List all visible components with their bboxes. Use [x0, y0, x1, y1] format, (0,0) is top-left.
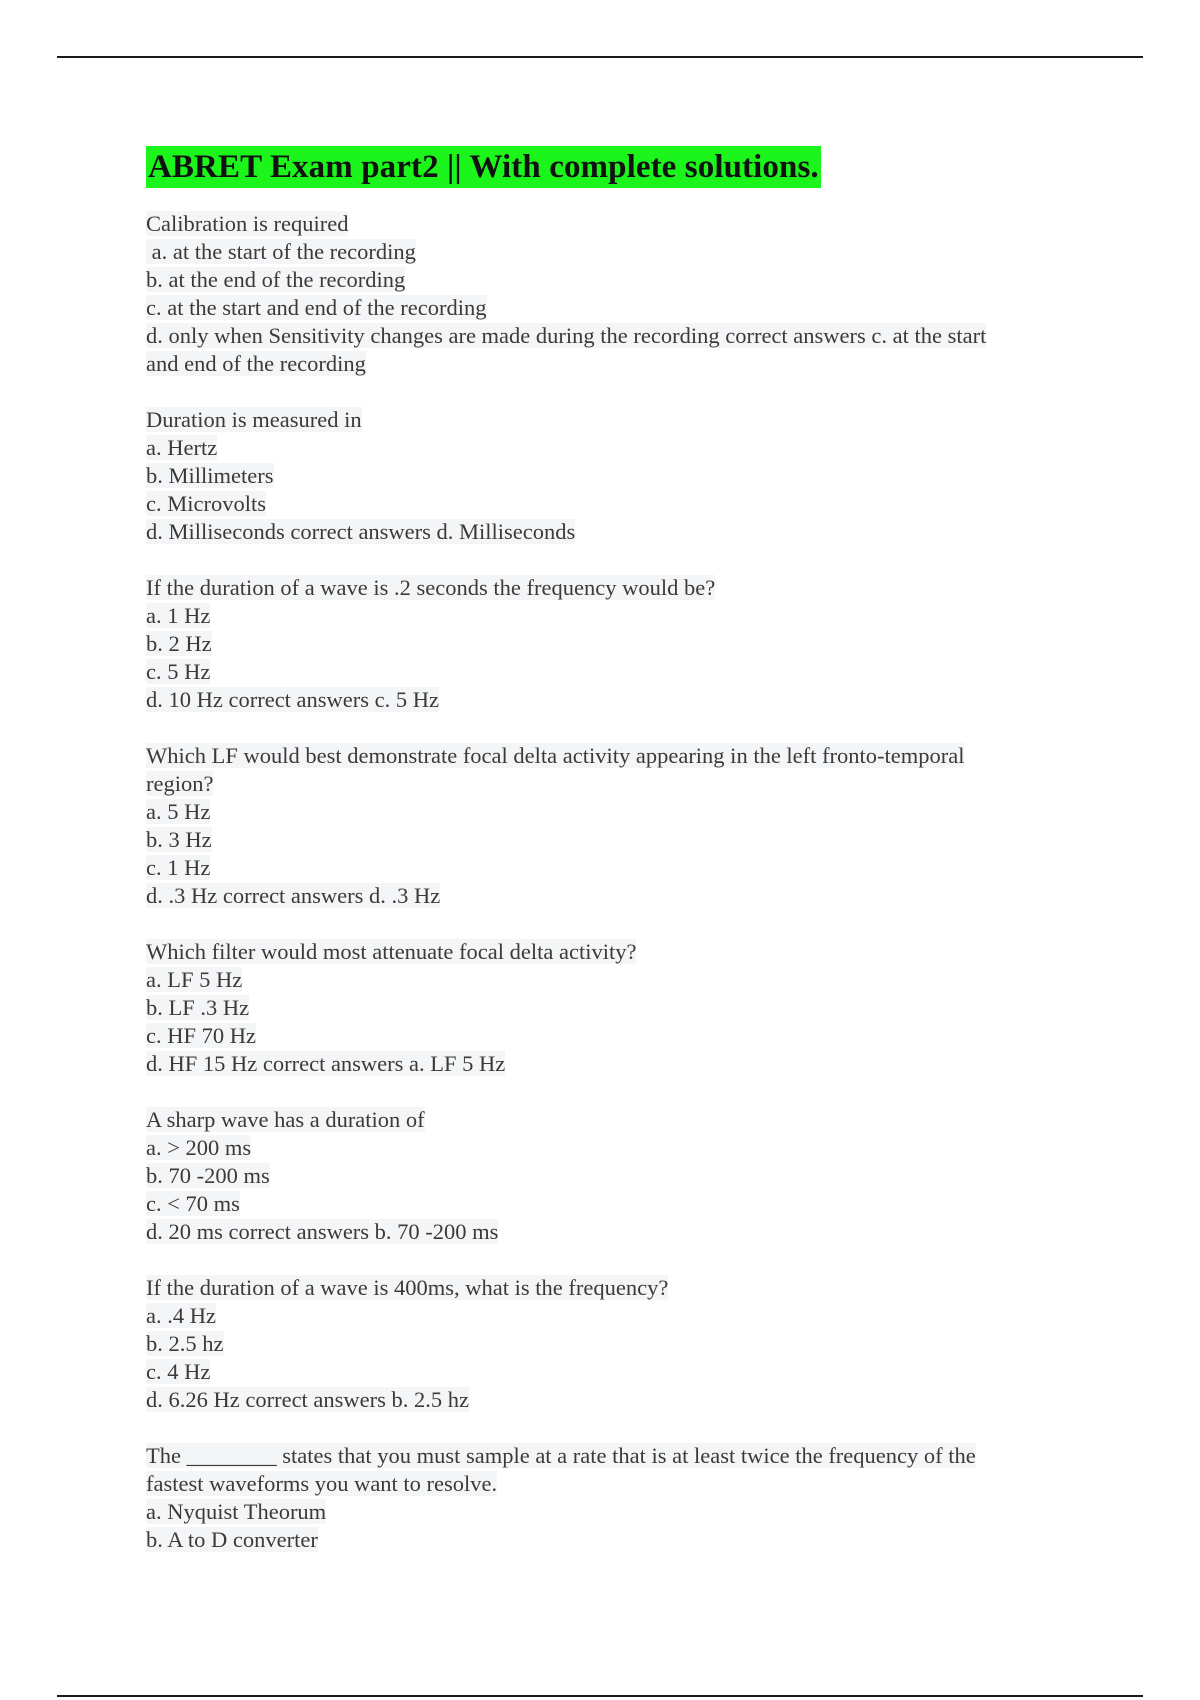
question-text-continuation: region?	[146, 771, 214, 796]
answer-option-b: b. 2.5 hz	[146, 1331, 224, 1356]
answer-option-c: c. 5 Hz	[146, 659, 211, 684]
answer-option-c: c. Microvolts	[146, 491, 266, 516]
answer-option-c: c. < 70 ms	[146, 1191, 240, 1216]
answer-option-a: a. LF 5 Hz	[146, 967, 243, 992]
answer-option-a: a. .4 Hz	[146, 1303, 216, 1328]
question-text: If the duration of a wave is 400ms, what is the frequency?	[146, 1275, 669, 1300]
answer-option-b: b. 2 Hz	[146, 631, 212, 656]
answer-option-d: d. 10 Hz correct answers c. 5 Hz	[146, 687, 440, 712]
question-text: If the duration of a wave is .2 seconds the frequency would be?	[146, 575, 716, 600]
top-rule	[57, 56, 1143, 58]
question-block-3	[146, 574, 1066, 714]
question-block-8	[146, 1442, 1066, 1554]
answer-option-c: c. at the start and end of the recording	[146, 295, 487, 320]
question-block-1	[146, 210, 1066, 378]
question-text: The ________ states that you must sample at a rate that is at least twice the frequency of the	[146, 1443, 976, 1468]
question-text: Duration is measured in	[146, 407, 362, 432]
bottom-rule	[57, 1695, 1143, 1697]
document-body	[146, 146, 1066, 1582]
question-text: Calibration is required	[146, 211, 349, 236]
question-block-6	[146, 1106, 1066, 1246]
answer-option-b: b. A to D converter	[146, 1527, 318, 1552]
answer-option-d: d. 6.26 Hz correct answers b. 2.5 hz	[146, 1387, 470, 1412]
answer-option-d: d. only when Sensitivity changes are made during the recording correct answers c. at the start	[146, 323, 987, 348]
document-title: ABRET Exam part2 || With complete solutions.	[146, 146, 821, 188]
answer-option-a: a. Nyquist Theorum	[146, 1499, 327, 1524]
question-block-2	[146, 406, 1066, 546]
answer-option-a: a. Hertz	[146, 435, 218, 460]
answer-option-c: c. 4 Hz	[146, 1359, 211, 1384]
answer-option-d: d. .3 Hz correct answers d. .3 Hz	[146, 883, 441, 908]
answer-option-d: d. HF 15 Hz correct answers a. LF 5 Hz	[146, 1051, 506, 1076]
answer-option-c: c. HF 70 Hz	[146, 1023, 256, 1048]
question-block-5	[146, 938, 1066, 1078]
answer-option-a: a. 1 Hz	[146, 603, 211, 628]
answer-option-b: b. at the end of the recording	[146, 267, 406, 292]
question-block-4	[146, 742, 1066, 910]
answer-option-a: a. 5 Hz	[146, 799, 211, 824]
question-text: A sharp wave has a duration of	[146, 1107, 425, 1132]
answer-option-b: b. Millimeters	[146, 463, 274, 488]
question-text: Which filter would most attenuate focal delta activity?	[146, 939, 637, 964]
answer-option-a: a. at the start of the recording	[146, 239, 416, 264]
answer-continuation: and end of the recording	[146, 351, 366, 376]
answer-option-c: c. 1 Hz	[146, 855, 211, 880]
answer-option-a: a. > 200 ms	[146, 1135, 252, 1160]
question-text: Which LF would best demonstrate focal delta activity appearing in the left fronto-temporal	[146, 743, 965, 768]
answer-option-d: d. Milliseconds correct answers d. Milliseconds	[146, 519, 576, 544]
question-text-continuation: fastest waveforms you want to resolve.	[146, 1471, 498, 1496]
answer-option-d: d. 20 ms correct answers b. 70 -200 ms	[146, 1219, 499, 1244]
answer-option-b: b. LF .3 Hz	[146, 995, 250, 1020]
answer-option-b: b. 70 -200 ms	[146, 1163, 270, 1188]
answer-option-b: b. 3 Hz	[146, 827, 212, 852]
question-block-7	[146, 1274, 1066, 1414]
